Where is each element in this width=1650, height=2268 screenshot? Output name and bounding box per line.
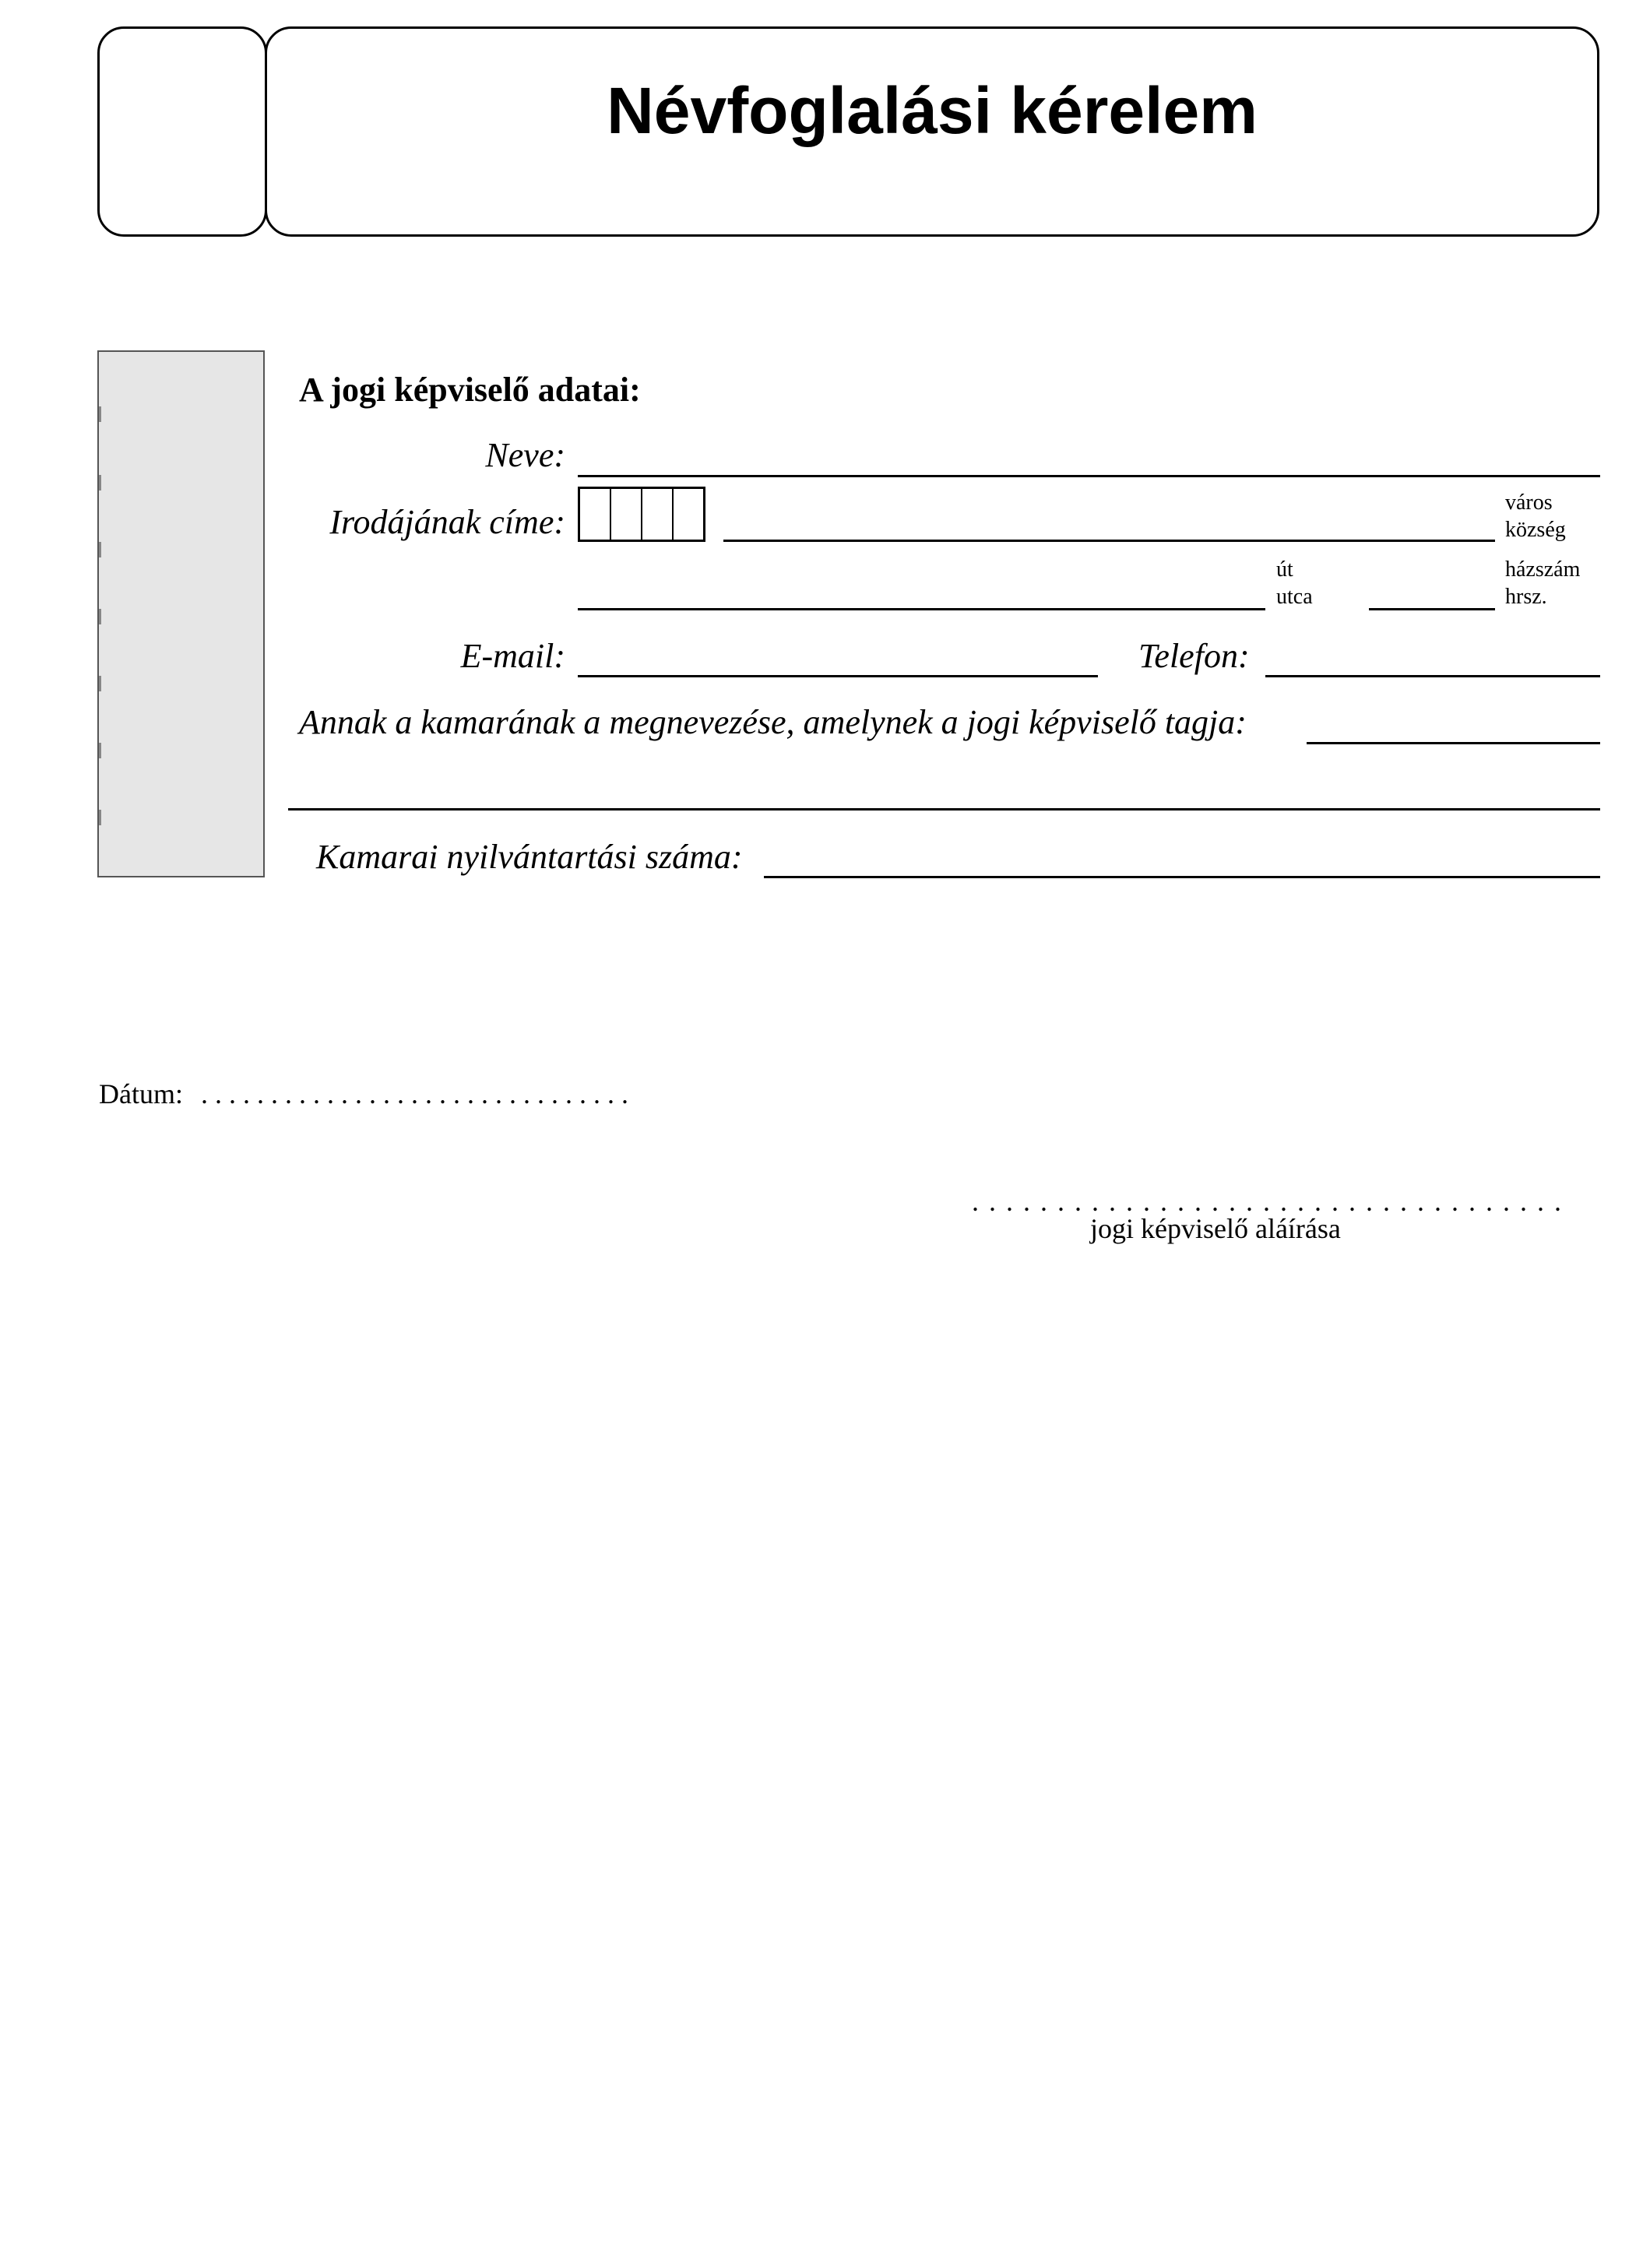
lot-number-label: hrsz.	[1505, 585, 1547, 609]
registry-number-field[interactable]	[764, 876, 1600, 878]
road-label: út	[1276, 557, 1293, 582]
city-field[interactable]	[723, 540, 1495, 542]
page-title: Névfoglalási kérelem	[607, 74, 1258, 147]
house-number-label: házszám	[1505, 557, 1581, 582]
date-field[interactable]: . . . . . . . . . . . . . . . . . . . . . . . . . . . . . . .	[200, 1078, 628, 1109]
signature-label: jogi képviselő aláírása	[1090, 1213, 1341, 1244]
office-address-label: Irodájának címe:	[329, 503, 565, 541]
name-label: Neve:	[485, 436, 565, 474]
chamber-field-line-2[interactable]	[288, 808, 1600, 811]
email-field[interactable]	[578, 675, 1098, 677]
postal-code-digit[interactable]	[642, 489, 674, 540]
name-field[interactable]	[578, 475, 1600, 477]
registry-number-label: Kamarai nyilvántartási száma:	[316, 838, 743, 876]
municipality-label: község	[1505, 518, 1566, 542]
email-label: E-mail:	[460, 637, 565, 675]
street-field[interactable]	[578, 608, 1265, 610]
street-label: utca	[1276, 585, 1313, 609]
panel-tick	[99, 406, 101, 422]
postal-code-digit[interactable]	[674, 489, 703, 540]
date-label: Dátum:	[99, 1078, 183, 1109]
postal-code-digit[interactable]	[580, 489, 611, 540]
postal-code-digit[interactable]	[611, 489, 642, 540]
panel-tick	[99, 676, 101, 691]
postal-code-boxes[interactable]	[578, 487, 705, 542]
chamber-label: Annak a kamarának a megnevezése, amelynek a jogi képviselő tagja:	[299, 703, 1247, 741]
panel-tick	[99, 475, 101, 491]
panel-tick	[99, 743, 101, 758]
panel-tick	[99, 810, 101, 825]
phone-field[interactable]	[1265, 675, 1600, 677]
panel-tick	[99, 542, 101, 557]
panel-tick	[99, 609, 101, 624]
logo-box	[97, 26, 267, 237]
phone-label: Telefon:	[1138, 637, 1250, 675]
city-label: város	[1505, 491, 1553, 515]
date-row	[99, 1076, 628, 1112]
house-number-field[interactable]	[1369, 608, 1495, 610]
side-panel	[97, 350, 265, 877]
section-heading: A jogi képviselő adatai:	[299, 371, 641, 409]
signature-field[interactable]: . . . . . . . . . . . . . . . . . . . . . . . . . . . . . . . . . . .	[972, 1186, 1563, 1217]
chamber-field[interactable]	[1307, 742, 1600, 744]
